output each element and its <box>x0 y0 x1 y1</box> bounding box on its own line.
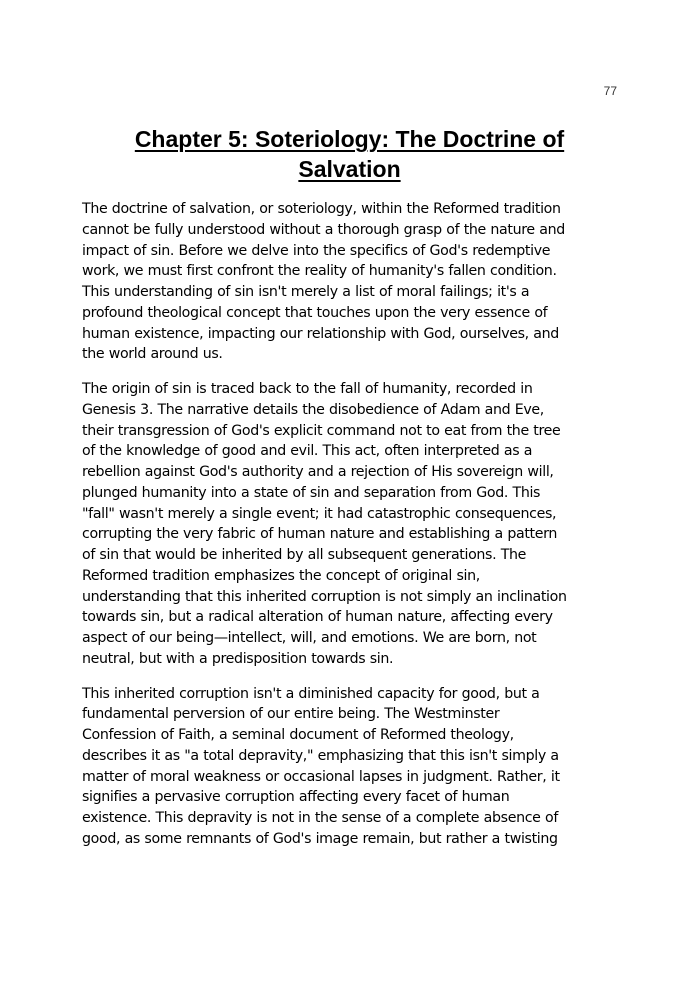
text-line: Confession of Faith, a seminal document of Reformed theology, <box>82 727 514 743</box>
text-line: towards sin, but a radical alteration of human nature, affecting every <box>82 609 553 626</box>
text-line: aspect of our being—intellect, will, and emotions. We are born, not <box>82 630 537 646</box>
text-line: The doctrine of salvation, or soteriology, within the Reformed tradition <box>82 201 561 217</box>
text-line: understanding that this inherited corruption is not simply an inclination <box>82 588 567 605</box>
text-line: cannot be fully understood without a thorough grasp of the nature and <box>82 221 565 238</box>
text-line: their transgression of God's explicit command not to eat from the tree <box>82 422 561 439</box>
paragraph-3 <box>82 684 622 850</box>
text-line: matter of moral weakness or occasional lapses in judgment. Rather, it <box>82 768 560 785</box>
chapter-title <box>82 124 617 184</box>
text-line: of sin that would be inherited by all subsequent generations. The <box>82 547 527 563</box>
text-line: existence. This depravity is not in the sense of a complete absence of <box>82 810 558 826</box>
text-line: impact of sin. Before we delve into the specifics of God's redemptive <box>82 242 551 259</box>
text-line: This understanding of sin isn't merely a list of moral failings; it's a <box>82 284 530 300</box>
text-line: signifies a pervasive corruption affecting every facet of human <box>82 789 510 806</box>
text-line: The origin of sin is traced back to the fall of humanity, recorded in <box>82 381 533 397</box>
text-line: good, as some remnants of God's image remain, but rather a twisting <box>82 830 558 847</box>
text-line: rebellion against God's authority and a rejection of His sovereign will, <box>82 464 554 480</box>
text-line: describes it as "a total depravity," emphasizing that this isn't simply a <box>82 747 559 764</box>
chapter-title-line: Salvation <box>298 156 401 182</box>
text-line: neutral, but with a predisposition towards sin. <box>82 650 394 667</box>
text-line: This inherited corruption isn't a diminished capacity for good, but a <box>82 685 540 702</box>
text-line: work, we must first confront the reality of humanity's fallen condition. <box>82 263 557 280</box>
text-line: human existence, impacting our relationship with God, ourselves, and <box>82 325 559 342</box>
text-line: Reformed tradition emphasizes the concept of original sin, <box>82 567 480 584</box>
paragraph-1 <box>82 199 622 365</box>
text-line: Genesis 3. The narrative details the disobedience of Adam and Eve, <box>82 401 544 418</box>
body-text <box>82 199 622 864</box>
text-line: plunged humanity into a state of sin and separation from God. This <box>82 484 541 501</box>
text-line: profound theological concept that touches upon the very essence of <box>82 304 548 321</box>
text-line: corrupting the very fabric of human nature and establishing a pattern <box>82 526 558 543</box>
text-line: the world around us. <box>82 346 223 363</box>
text-line: "fall" wasn't merely a single event; it had catastrophic consequences, <box>82 505 557 522</box>
page-number: 77 <box>603 84 617 98</box>
paragraph-2 <box>82 379 622 670</box>
text-line: of the knowledge of good and evil. This act, often interpreted as a <box>82 443 533 460</box>
chapter-title-line: Chapter 5: Soteriology: The Doctrine of <box>134 126 565 152</box>
text-line: fundamental perversion of our entire being. The Westminster <box>82 706 500 723</box>
